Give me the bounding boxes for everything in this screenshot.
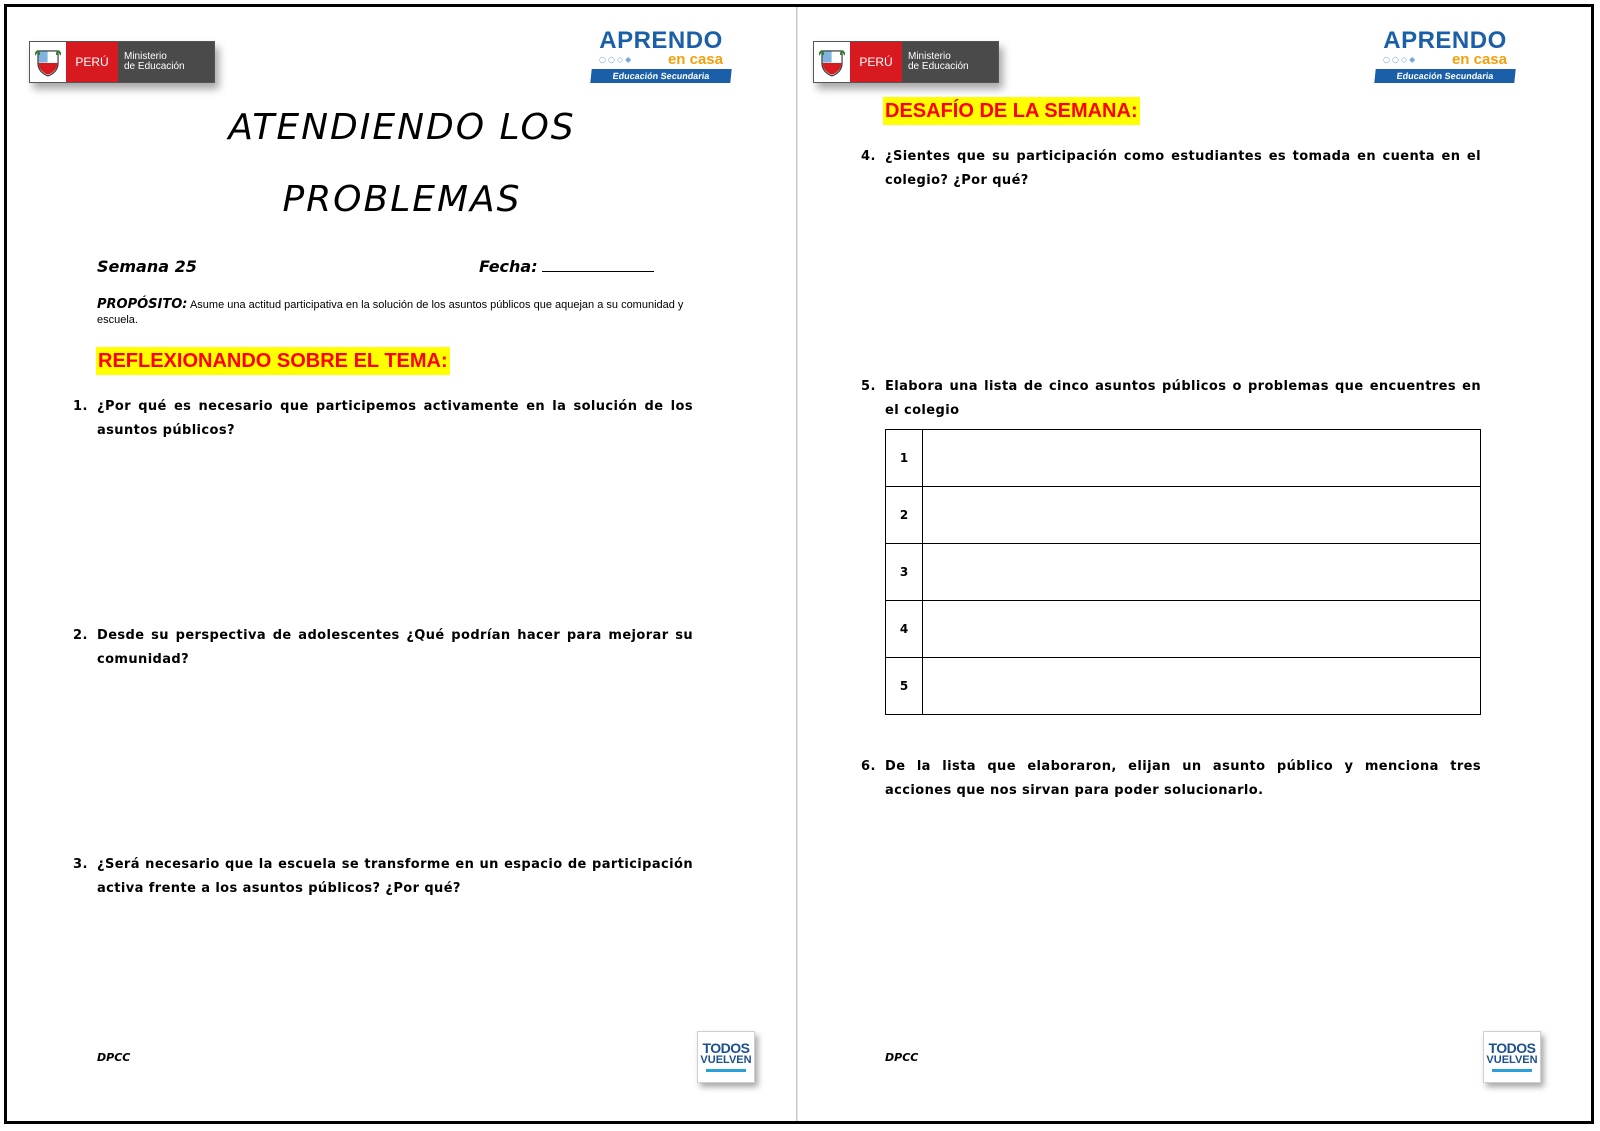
row-answer-cell[interactable]	[923, 487, 1481, 544]
table-row	[886, 430, 1481, 487]
question-2	[73, 624, 693, 672]
row-answer-cell[interactable]	[923, 544, 1481, 601]
question-number: 2.	[73, 628, 88, 643]
question-number: 6.	[861, 759, 876, 774]
row-number: 5	[886, 658, 923, 715]
en-casa-text: en casa	[667, 51, 723, 68]
educacion-secundaria-banner: Educación Secundaria	[590, 69, 731, 83]
question-text: ¿Será necesario que la escuela se transforme en un espacio de participación activa frente a los asuntos públicos? ¿Por qué?	[97, 857, 693, 896]
question-number: 5.	[861, 379, 876, 394]
question-number: 4.	[861, 149, 876, 164]
vuelven-text: VUELVEN	[1486, 1054, 1538, 1066]
peru-shield-icon	[30, 42, 66, 82]
fecha-blank-line[interactable]	[542, 258, 654, 272]
proposito-text: Asume una actitud participativa en la solución de los asuntos públicos que aquejan a su comunidad y escuela.	[97, 299, 684, 326]
ministry-name-line1: Ministerio	[124, 51, 167, 62]
table-row	[886, 658, 1481, 715]
row-answer-cell[interactable]	[923, 658, 1481, 715]
section-heading-desafio: DESAFÍO DE LA SEMANA:	[883, 97, 1140, 125]
question-text: De la lista que elaboraron, elijan un asunto público y menciona tres acciones que nos sirvan para poder solucionarlo.	[885, 759, 1481, 798]
row-number: 1	[886, 430, 923, 487]
ministry-name-line2: de Educación	[124, 61, 185, 72]
section-heading-reflexionando: REFLEXIONANDO SOBRE EL TEMA:	[96, 347, 450, 375]
row-answer-cell[interactable]	[923, 601, 1481, 658]
asuntos-publicos-table	[885, 429, 1481, 715]
ministry-name-line1: Ministerio	[908, 51, 951, 62]
aprendo-text: APRENDO	[599, 27, 723, 54]
dots-decoration: ○○◇◆	[599, 55, 634, 64]
todos-text: TODOS	[1488, 1040, 1536, 1056]
row-number: 4	[886, 601, 923, 658]
footer-dpcc: DPCC	[885, 1051, 919, 1064]
left-page	[7, 7, 797, 1121]
vuelven-text: VUELVEN	[700, 1054, 752, 1066]
question-text: Desde su perspectiva de adolescentes ¿Qué podrían hacer para mejorar su comunidad?	[97, 628, 693, 667]
question-text: ¿Sientes que su participación como estudiantes es tomada en cuenta en el colegio? ¿Por qué?	[885, 149, 1481, 188]
question-text: ¿Por qué es necesario que participemos activamente en la solución de los asuntos públicos?	[97, 399, 693, 438]
logo-bar	[706, 1069, 746, 1072]
aprendo-en-casa-logo	[591, 29, 731, 91]
logo-bar	[1492, 1069, 1532, 1072]
minedu-logo	[813, 41, 999, 83]
aprendo-en-casa-logo	[1375, 29, 1515, 91]
right-page	[799, 7, 1591, 1121]
row-number: 2	[886, 487, 923, 544]
footer-dpcc: DPCC	[97, 1051, 131, 1064]
dots-decoration: ○○◇◆	[1383, 55, 1418, 64]
question-1	[73, 395, 693, 443]
question-6	[861, 755, 1481, 803]
ministry-name	[118, 42, 214, 82]
question-4	[861, 145, 1481, 193]
semana-label: Semana 25	[97, 257, 197, 276]
todos-text: TODOS	[702, 1040, 750, 1056]
row-answer-cell[interactable]	[923, 430, 1481, 487]
fecha-label: Fecha:	[479, 257, 538, 276]
table-row	[886, 544, 1481, 601]
todos-vuelven-logo	[697, 1031, 755, 1083]
aprendo-text: APRENDO	[1383, 27, 1507, 54]
question-3	[73, 853, 693, 901]
ministry-name-line2: de Educación	[908, 61, 969, 72]
ministry-name	[902, 42, 998, 82]
question-text: Elabora una lista de cinco asuntos públicos o problemas que encuentres en el colegio	[885, 379, 1481, 418]
en-casa-text: en casa	[1451, 51, 1507, 68]
row-number: 3	[886, 544, 923, 601]
question-5	[861, 375, 1481, 423]
fecha-field	[479, 257, 654, 276]
todos-vuelven-logo	[1483, 1031, 1541, 1083]
table-row	[886, 601, 1481, 658]
proposito-block	[97, 297, 697, 328]
page-title-line1: ATENDIENDO LOS	[228, 107, 576, 148]
proposito-label: PROPÓSITO:	[97, 297, 188, 312]
page-title-line2: PROBLEMAS	[282, 179, 522, 220]
peru-shield-icon	[814, 42, 850, 82]
minedu-logo	[29, 41, 215, 83]
peru-label: PERÚ	[850, 42, 902, 82]
peru-label: PERÚ	[66, 42, 118, 82]
table-row	[886, 487, 1481, 544]
question-number: 3.	[73, 857, 88, 872]
educacion-secundaria-banner: Educación Secundaria	[1374, 69, 1515, 83]
document-frame	[4, 4, 1594, 1124]
question-number: 1.	[73, 399, 88, 414]
